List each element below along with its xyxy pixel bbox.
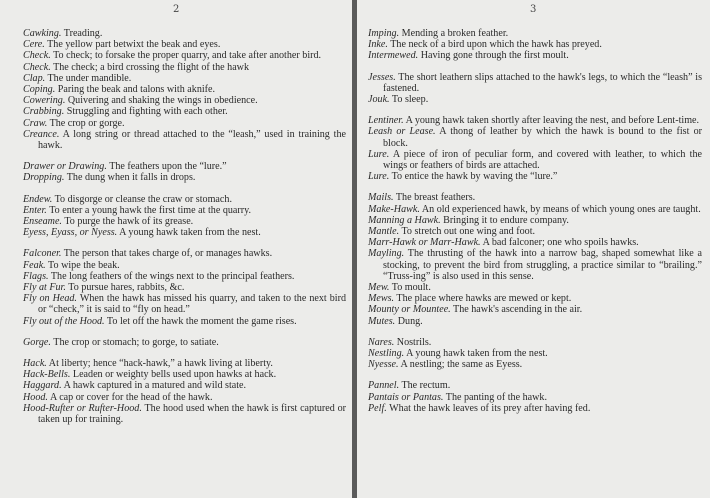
glossary-entry	[23, 161, 346, 172]
glossary-definition: Struggling and fighting with each other.	[66, 106, 228, 118]
glossary-term: Eyess, Eyass, or Nyess.	[23, 227, 118, 239]
glossary-term: Fly on Head.	[23, 293, 77, 305]
glossary-definition: Treading.	[63, 28, 103, 39]
glossary-definition: The hawk's ascending in the air.	[453, 304, 583, 316]
glossary-term: Craw.	[23, 117, 48, 129]
glossary-entry	[23, 28, 346, 39]
glossary-entry	[23, 369, 346, 380]
glossary-definition: Dung.	[397, 315, 423, 327]
glossary-term: Jesses.	[368, 71, 396, 83]
glossary-entry	[368, 94, 702, 105]
glossary-definition: To enter a young hawk the first time at the quarry.	[49, 204, 252, 216]
glossary-entry	[368, 293, 702, 304]
glossary-entry	[23, 260, 346, 271]
glossary-term: Mayling.	[368, 248, 405, 260]
glossary-definition: When the hawk has missed his quarry, and taken to the next bird or “check,” it is said to “fly on head.”	[38, 293, 347, 316]
glossary-term: Lure.	[368, 171, 390, 183]
glossary-definition: To sleep.	[391, 94, 429, 106]
glossary-entry	[23, 106, 346, 117]
glossary-term: Inke.	[368, 39, 388, 51]
glossary-entry	[23, 227, 346, 238]
glossary-definition: Bringing it to endure company.	[443, 214, 569, 226]
glossary-definition: The breast feathers.	[395, 192, 476, 204]
glossary-definition: The person that takes charge of, or manages hawks.	[63, 248, 273, 260]
glossary-term: Pelf.	[368, 402, 387, 414]
glossary-definition: A bad falconer; one who spoils hawks.	[482, 237, 639, 249]
glossary-definition: The crop or gorge.	[49, 117, 125, 129]
glossary-definition: To check; to forsake the proper quarry, and take after another bird.	[53, 50, 322, 62]
glossary-definition: Having gone through the first moult.	[420, 50, 569, 62]
glossary-definition: To pursue hares, rabbits, &c.	[68, 282, 185, 294]
glossary-term: Manning a Hawk.	[368, 214, 441, 226]
glossary-term: Marr-Hawk or Marr-Hawk.	[368, 237, 481, 249]
glossary-entry	[368, 392, 702, 403]
glossary-term: Make-Hawk.	[368, 203, 420, 215]
glossary-term: Drawer or Drawing.	[23, 161, 107, 173]
glossary-definition: The neck of a bird upon which the hawk has preyed.	[390, 39, 602, 51]
glossary-definition: The place where hawks are mewed or kept.	[396, 293, 572, 305]
right-page	[357, 0, 710, 498]
glossary-term: Flags.	[23, 270, 49, 282]
glossary-term: Mews.	[368, 293, 395, 305]
glossary-term: Lentiner.	[368, 115, 404, 127]
glossary-definition: A cap or cover for the head of the hawk.	[49, 391, 213, 403]
glossary-term: Check.	[23, 61, 51, 73]
glossary-term: Leash or Lease.	[368, 126, 436, 138]
glossary-term: Nyesse.	[368, 359, 399, 371]
glossary-term: Mails.	[368, 192, 394, 204]
glossary-definition: To entice the hawk by waving the “lure.”	[391, 171, 558, 183]
glossary-definition: The yellow part betwixt the beak and eyes.	[47, 39, 221, 51]
glossary-definition: To wipe the beak.	[48, 259, 120, 271]
glossary-term: Mantle.	[368, 226, 400, 238]
glossary-definition: A young hawk taken from the nest.	[119, 227, 261, 239]
glossary-entry	[368, 380, 702, 391]
glossary-entry	[368, 149, 702, 171]
glossary-entry	[23, 282, 346, 293]
glossary-term: Haggard.	[23, 380, 62, 392]
glossary-definition: To let off the hawk the moment the game rises.	[106, 315, 297, 327]
glossary-definition: Mending a broken feather.	[401, 28, 509, 39]
glossary-definition: A thong of leather by which the hawk is bound to the fist or block.	[383, 126, 702, 149]
glossary-entry	[23, 172, 346, 183]
glossary-term: Hood-Rufter or Rufter-Hood.	[23, 402, 142, 414]
glossary-entry	[368, 126, 702, 148]
glossary-entry	[368, 50, 702, 61]
glossary-term: Cawking.	[23, 28, 62, 39]
glossary-entry	[368, 359, 702, 370]
glossary-term: Pantais or Pantas.	[368, 391, 444, 403]
glossary-entry	[23, 205, 346, 216]
glossary-entry	[23, 129, 346, 151]
glossary-entry	[23, 392, 346, 403]
glossary-definition: The dung when it falls in drops.	[66, 172, 196, 184]
glossary-term: Creance.	[23, 128, 60, 140]
glossary-definition: The crop or stomach; to gorge, to satiate.	[53, 336, 219, 348]
glossary-entry	[23, 62, 346, 73]
glossary-definition: To stretch out one wing and foot.	[401, 226, 536, 238]
glossary-term: Enter.	[23, 204, 47, 216]
glossary-entry	[368, 304, 702, 315]
glossary-entry	[23, 337, 346, 348]
glossary-term: Nestling.	[368, 348, 405, 360]
glossary-entry	[368, 115, 702, 126]
glossary-term: Falconer.	[23, 248, 62, 260]
glossary-term: Mounty or Mountee.	[368, 304, 451, 316]
glossary-term: Cowering.	[23, 95, 66, 107]
glossary-definition: To purge the hawk of its grease.	[64, 216, 194, 228]
glossary-definition: The feathers upon the “lure.”	[109, 161, 227, 173]
glossary-term: Fly at Fur.	[23, 282, 66, 294]
glossary-term: Hack.	[23, 358, 47, 370]
glossary-definition: Quivering and shaking the wings in obedience.	[67, 95, 258, 107]
glossary-definition: A young hawk taken from the nest.	[406, 348, 548, 360]
glossary-entry	[23, 84, 346, 95]
glossary-entry	[368, 204, 702, 215]
glossary-term: Coping.	[23, 84, 56, 96]
glossary-entry	[23, 118, 346, 129]
glossary-term: Intermewed.	[368, 50, 419, 62]
glossary-definition: Paring the beak and talons with aknife.	[57, 84, 216, 96]
glossary-term: Hack-Bells.	[23, 369, 71, 381]
glossary-term: Feak.	[23, 259, 46, 271]
glossary-term: Lure.	[368, 148, 390, 160]
glossary-entry	[23, 194, 346, 205]
glossary-entry	[368, 248, 702, 282]
glossary-entry	[368, 215, 702, 226]
glossary-entry	[23, 358, 346, 369]
glossary-entry	[368, 39, 702, 50]
glossary-entry	[368, 237, 702, 248]
glossary-definition: The panting of the hawk.	[445, 391, 547, 403]
page-number-right: 3	[530, 4, 537, 15]
glossary-term: Mew.	[368, 282, 390, 294]
glossary-entry	[368, 403, 702, 414]
glossary-entry	[368, 171, 702, 182]
glossary-definition: A nestling; the same as Eyess.	[400, 359, 523, 371]
left-page	[0, 0, 352, 498]
glossary-term: Crabbing.	[23, 106, 65, 118]
book-gutter	[352, 0, 357, 498]
glossary-term: Enseame.	[23, 216, 62, 228]
glossary-entry	[23, 248, 346, 259]
glossary-term: Nares.	[368, 336, 395, 348]
glossary-list-right	[368, 28, 702, 414]
glossary-term: Dropping.	[23, 172, 65, 184]
glossary-entry	[23, 50, 346, 61]
glossary-entry	[23, 403, 346, 425]
glossary-entry	[23, 380, 346, 391]
glossary-definition: The hood used when the hawk is first captured or taken up for training.	[38, 402, 346, 426]
glossary-entry	[368, 72, 702, 94]
glossary-term: Jouk.	[368, 94, 390, 106]
glossary-definition: To moult.	[391, 282, 431, 294]
glossary-definition: Leaden or weighty bells used upon hawks at hack.	[72, 369, 277, 381]
glossary-definition: What the hawk leaves of its prey after having fed.	[389, 402, 591, 414]
glossary-term: Pannel.	[368, 380, 400, 392]
glossary-term: Cere.	[23, 39, 45, 51]
glossary-entry	[368, 316, 702, 327]
glossary-definition: A young hawk taken shortly after leaving the nest, and before Lent-time.	[405, 115, 700, 127]
glossary-entry	[23, 39, 346, 50]
glossary-entry	[23, 95, 346, 106]
glossary-definition: The thrusting of the hawk into a narrow bag, shaped somewhat like a stocking, to prevent the bird from struggling, a practice similar to “brailing.” “Truss-ing” is also used in this sense.	[383, 248, 703, 282]
glossary-term: Imping.	[368, 28, 400, 39]
glossary-definition: At liberty; hence “hack-hawk,” a hawk living at liberty.	[48, 358, 273, 370]
glossary-definition: A long string or thread attached to the “leash,” used in training the hawk.	[38, 128, 347, 152]
glossary-definition: The check; a bird crossing the flight of the hawk	[53, 61, 250, 73]
glossary-definition: Nostrils.	[396, 336, 432, 348]
glossary-entry	[368, 348, 702, 359]
glossary-entry	[23, 271, 346, 282]
glossary-entry	[23, 316, 346, 327]
glossary-definition: A piece of iron of peculiar form, and covered with leather, to which the wings or feathers of birds are attached.	[383, 148, 702, 172]
glossary-definition: The long feathers of the wings next to the principal feathers.	[50, 270, 295, 282]
glossary-entry	[23, 293, 346, 315]
glossary-definition: To disgorge or cleanse the craw or stomach.	[54, 193, 232, 205]
glossary-entry	[23, 73, 346, 84]
glossary-entry	[368, 337, 702, 348]
page-number-left: 2	[173, 4, 180, 15]
glossary-entry	[368, 282, 702, 293]
glossary-definition: The short leathern slips attached to the hawk's legs, to which the “leash” is fastened.	[383, 71, 703, 94]
glossary-entry	[368, 28, 702, 39]
glossary-definition: The under mandible.	[47, 72, 132, 84]
glossary-term: Endew.	[23, 193, 53, 205]
glossary-entry	[368, 226, 702, 237]
glossary-term: Gorge.	[23, 336, 51, 348]
glossary-definition: An old experienced hawk, by means of which young ones are taught.	[421, 203, 701, 215]
glossary-term: Fly out of the Hood.	[23, 315, 105, 327]
glossary-definition: A hawk captured in a matured and wild state.	[63, 380, 247, 392]
glossary-term: Check.	[23, 50, 51, 62]
glossary-term: Mutes.	[368, 315, 396, 327]
glossary-definition: The rectum.	[401, 380, 451, 392]
glossary-list-left	[23, 28, 346, 425]
glossary-term: Clap.	[23, 72, 46, 84]
glossary-term: Hood.	[23, 391, 48, 403]
glossary-entry	[23, 216, 346, 227]
glossary-entry	[368, 192, 702, 203]
